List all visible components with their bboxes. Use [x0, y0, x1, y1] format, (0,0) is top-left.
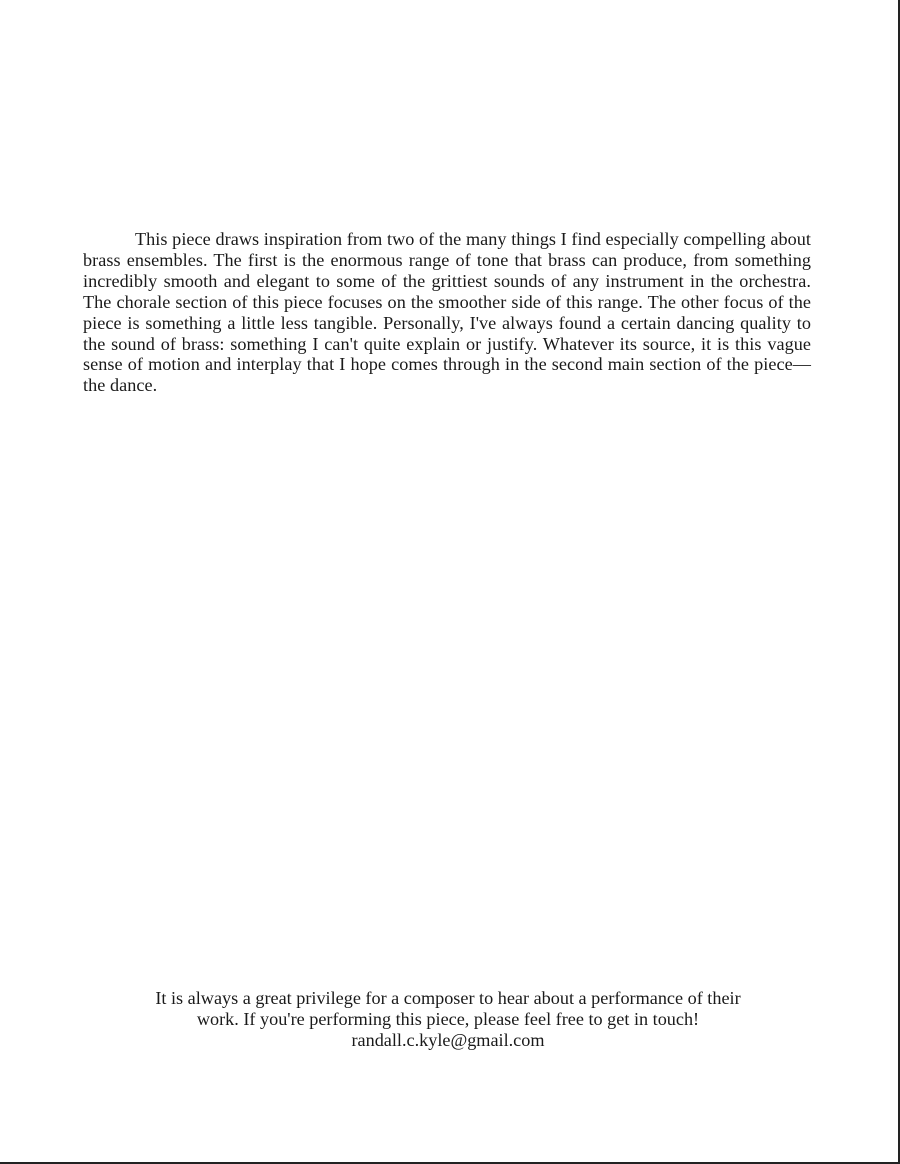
- contact-line-1: It is always a great privilege for a composer to hear about a performance of their: [155, 988, 741, 1008]
- program-note-paragraph: This piece draws inspiration from two of the many things I find especially compelling about brass ensembles. The first is the enormous range of tone that brass can produce, from something incredibly smooth and elegant to some of the grittiest sounds of any instrument in the orchestra. The chorale section of this piece focuses on the smoother side of this range. The other focus of the piece is something a little less tangible. Personally, I've always found a certain dancing quality to the sound of brass: something I can't quite explain or justify. Whatever its source, it is this vague sense of motion and interplay that I hope comes through in the second main section of the piece—the dance.: [83, 229, 811, 396]
- contact-line-2: work. If you're performing this piece, please feel free to get in touch!: [196, 1009, 700, 1029]
- contact-block: [60, 988, 836, 1051]
- contact-email: randall.c.kyle@gmail.com: [351, 1030, 545, 1050]
